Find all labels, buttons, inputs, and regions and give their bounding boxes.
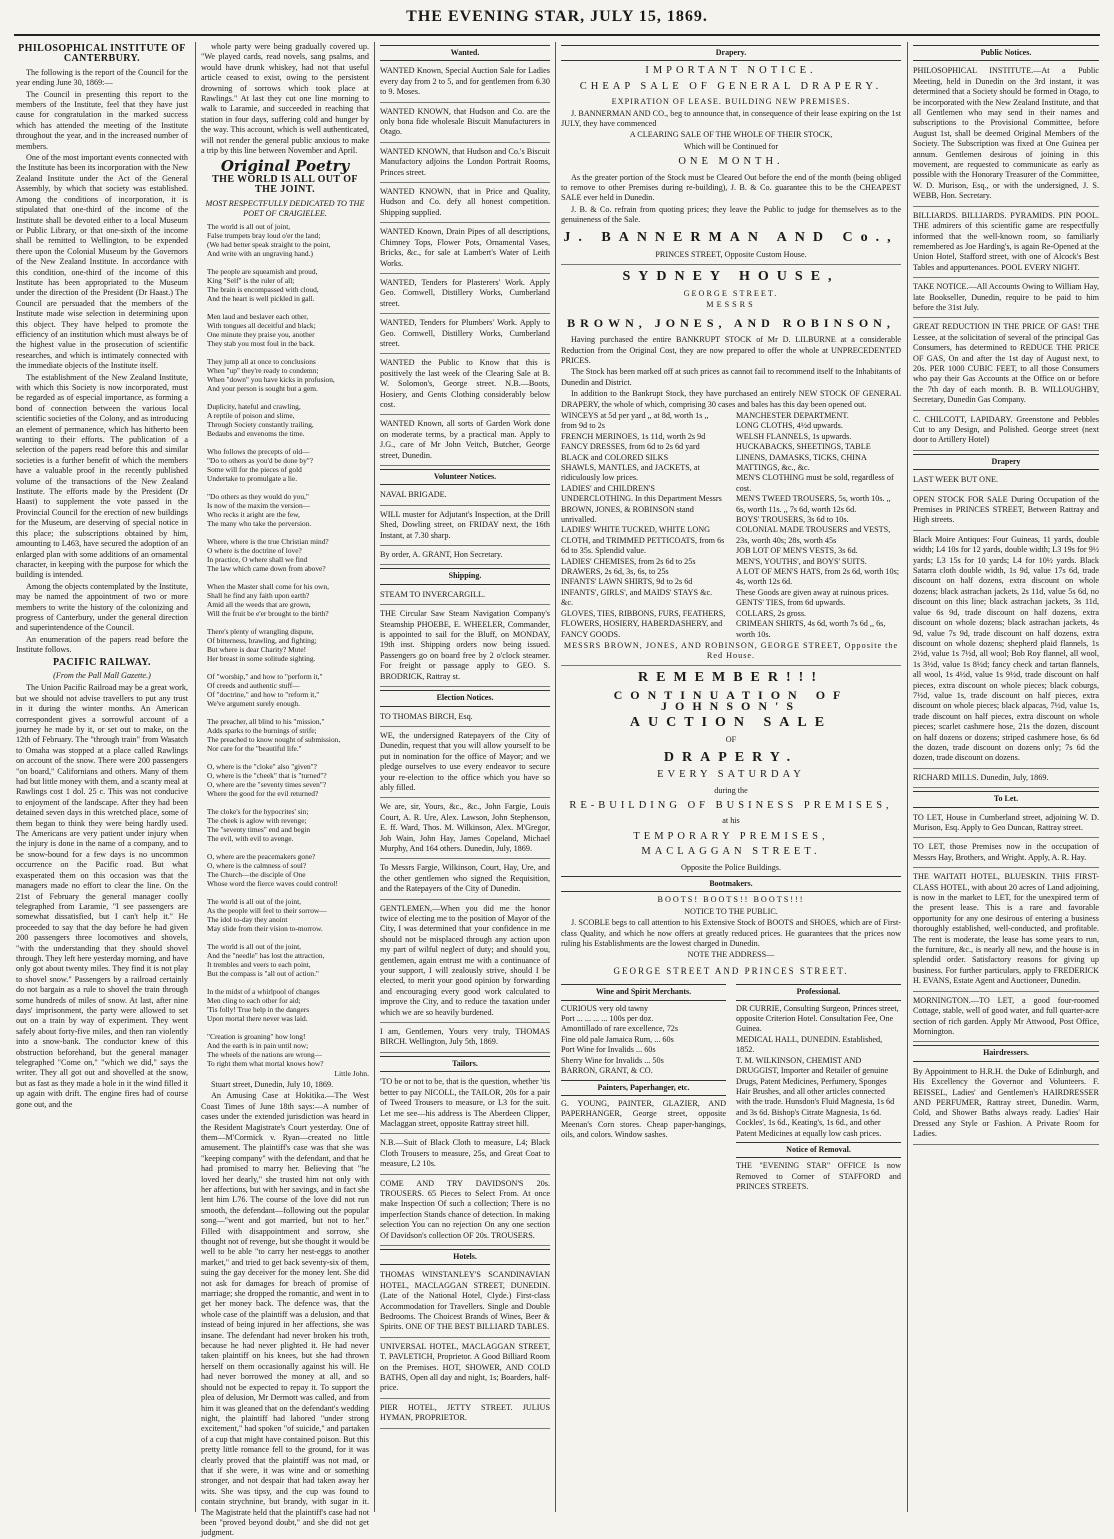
paragraph: The Council in presenting this report to the members of the Institute, feel that they have just cause for congratulation in the marked success which has attended the meeting of the Institute throughout the year, and in the increased number of members. — [16, 89, 188, 151]
advertisement — [380, 1136, 550, 1174]
column-2 — [201, 42, 369, 1538]
george-street: GEORGE STREET. — [683, 288, 779, 298]
ad-text: THOMAS WINSTANLEY'S SCANDINAVIAN HOTEL, MACLAGGAN STREET, DUNEDIN. (Late of the National Hotel, Clyde.) First-class Accommodation for Travellers. Single and Double Bedrooms. The Choicest Brands of Wines, Beer & Spirits. ONE OF THE BEST BILLIARD TABLES. — [380, 1270, 550, 1332]
subheading: (From the Pall Mall Gazette.) — [53, 670, 151, 680]
section-heading: Bootmakers. — [561, 876, 901, 892]
ad-text: LAST WEEK BUT ONE. — [913, 475, 999, 485]
during-line: during the — [714, 785, 748, 795]
bannerman-announcement: J. BANNERMAN AND CO., beg to announce that, in consequence of their lease expiring on the 1st JULY, they have commenced — [561, 108, 901, 129]
ad-text: I am, Gentlemen, Yours very truly, THOMAS BIRCH. Wellington, July 5th, 1869. — [380, 1027, 550, 1047]
advertisement — [380, 1268, 550, 1337]
advertisement — [380, 316, 550, 354]
advertisement — [913, 840, 1099, 868]
ad-text: GENTLEMEN,—When you did me the honor twice of electing me to the position of Mayor of the City, I was determined that your confidence in me should not be misplaced through any action upon my part of wilful neglect of duty; and should you, gentlemen, again entrust me with a continuance of your support, I will zealously strive, should I be elected, to merit your good opinion by forwarding and encouraging every good work calculated to improve the City, and to reduce the taxation under which we are so heavily burdened. — [380, 903, 550, 1017]
ad-text: WANTED KNOWN, that in Price and Quality, Hudson and Co. defy all honest competition. Shipping supplied. — [380, 187, 550, 217]
advertisement — [380, 356, 550, 415]
advertisement — [913, 771, 1099, 788]
advertisement — [913, 413, 1099, 451]
column-4-drapery — [561, 42, 901, 1512]
one-month: ONE MONTH. — [678, 156, 784, 168]
removal-text: THE "EVENING STAR" OFFICE Is now Removed to Corner of STAFFORD and PRINCES STREETS. — [736, 1161, 901, 1192]
lease-notice: EXPIRATION OF LEASE. BUILDING NEW PREMISES. — [611, 97, 851, 107]
column-1 — [16, 42, 188, 1512]
ad-text: TO LET, House in Cumberland street, adjoining W. D. Murison, Esq. Apply to Geo Duncan, Rattray street. — [913, 812, 1099, 832]
advertisement — [380, 548, 550, 565]
advertisement — [913, 280, 1099, 318]
advertisement — [380, 417, 550, 466]
sydney-house: SYDNEY HOUSE, — [622, 268, 840, 284]
advertisement — [380, 902, 550, 1023]
scoble-text: J. SCOBLE begs to call attention to his Extensive Stock of BOOTS and SHOES, which are of First-class Quality, and which he now offers at greatly reduced prices. He guarantees that the prices now ruling his Establishments are the lowest charged in Dunedin. — [561, 918, 901, 949]
section-heading: Drapery. — [561, 45, 901, 61]
bannerman-address: PRINCES STREET, Opposite Custom House. — [655, 250, 807, 260]
section-heading: Hotels. — [380, 1249, 550, 1265]
advertisement — [380, 800, 550, 859]
ad-text: PIER HOTEL, JETTY STREET. JULIUS HYMAN, PROPRIETOR. — [380, 1402, 550, 1423]
advertisement — [380, 607, 550, 687]
advertisement — [380, 588, 550, 605]
paragraph: An Amusing Case at Hokitika.—The West Coast Times of June 18th says:—A number of cases under the extended jurisdiction was heard in the Resident Magistrate's Court yesterday. One of them—M'Cormick v. Ryan—created no little amusement. The plaintiff's case was that she was "keeping company" with the defendant, and that he had promised to marry her. Believing that "he loved her dearly," she trusted him not only with her affections, but with her savings, and in fact she lent him L76. The course of the love did not run smooth, the defendant—following out the popular song—"went and got married, but not to her." Filled with disappointment and sorrow, she thought not of revenge, but she thought it would be well to be able "to carry her nest-eggs to another market," and tried to get back seventy-six of them, suing the gay deceiver for the money lent. She did not ask for damages for breach of promise of marriage; she dropped the romantic, and went in to get her money back. The defence was, that the whole case of the plaintiff was a delusion, and that instead of being injured in her affections, she was insane. The defendant had never broken his troth, because he had never plighted it. He had never taken plaintiff on his knees, but she had thrown herself on them occasionally against his will. He had never borrowed the money at all, and so should not be expected to repay it. To support the plea of delusion, Mr Dermott was called, and from him it was gleaned that on the defendant's wedding night, the plaintiff had labored "under strong excitement," had spoken "of suicide," and partaken of a cup that might have contained poison. But this pretty little romance fell to the ground, for it was clearly proved that the plaintiff was not mad, or that if she were, it was wine and or something stronger, and not despair that had taken away her wits. She was tipsy, and the cup was found to contain strychnine, but brandy, with sugar in it. The Magistrate held that the plaintiff's case had not been "proved beyond doubt," and she did not get judgment. — [201, 1091, 369, 1538]
bjr-right-list: MANCHESTER DEPARTMENT. LONG CLOTHS, 4½d upwards. WELSH FLANNELS, 1s upwards. HUCKABACKS, SHEETINGS, TABLE LINENS, DAMASKS, TICKS, CHINA MATTINGS, &c., &c. MEN'S CLOTHING must be sold, regardless of cost. MEN'S TWEED TROUSERS, 5s, worth 10s. ,, 6s, worth 11s. ,, 7s 6d, worth 12s 6d. BOYS' TROUSERS, 3s 6d to 10s. COLONIAL MADE TROUSERS and VESTS, 23s, worth 40s; 28s, worth 45s JOB LOT OF MEN'S VESTS, 3s 6d. MEN'S, YOUTHS', and BOYS' SUITS. A LOT OF MEN'S HATS, from 2s 6d, worth 10s; 4s, worth 12s 6d. These Goods are given away at ruinous prices. GENTS' TIES, from 6d upwards. COLLARS, 2s gross. CRIMEAN SHIRTS, 4s 6d, worth 7s 6d ,, 6s, worth 10s. — [736, 410, 900, 639]
advertisement — [380, 861, 550, 899]
ad-text: WANTED KNOWN, that Hudson and Co. are the only bona fide wholesale Biscuit Manufacturers in Otago. — [380, 106, 550, 137]
section-heading: Drapery — [913, 454, 1099, 470]
section-heading: To Let. — [913, 791, 1099, 807]
advertisement — [913, 994, 1099, 1043]
advertisement — [913, 473, 1099, 490]
section-heading: Tailors. — [380, 1056, 550, 1072]
ad-text: TO LET, those Premises now in the occupation of Messrs Hay, Brothers, and Wright. Apply, A. R. Hay. — [913, 842, 1099, 862]
opposite-police: Opposite the Police Buildings. — [680, 862, 782, 872]
continuation: CONTINUATION OF JOHNSON'S — [613, 688, 849, 713]
advertisement — [913, 870, 1099, 991]
ad-text: WE, the undersigned Ratepayers of the City of Dunedin, request that you will allow yourself to be put in nomination for the office of Mayor; and we pledge ourselves to use every endeavor to secure your re-election to the office which you have so ably filled. — [380, 730, 550, 792]
ad-text: GREAT REDUCTION IN THE PRICE OF GAS! THE Lessee, at the solicitation of several of the principal Gas Consumers, has determined to REDUCE THE PRICE OF GAS, On and after the 1st day of August next, to 20s. PER 1000 CUBIC FEET, to all those Consumers who pay their Gas Accounts at the Office on or before the 7th day of each month. B. B. WILLOUGHBY, Secretary, Dunedin Gas Company. — [913, 322, 1099, 405]
ad-text: N.B.—Suit of Black Cloth to measure, L4; Black Cloth Trousers to measure, 25s, and Great Coat to measure, L2 10s. — [380, 1138, 550, 1169]
bannerman-name: J. BANNERMAN AND Co., — [563, 229, 899, 245]
bannerman-refrain: J. B. & Co. refrain from quoting prices; they leave the Public to judge for themselves as to the genuineness of the Sale. — [561, 204, 901, 225]
ad-text: NAVAL BRIGADE. — [380, 490, 447, 500]
column-rule — [907, 42, 908, 1512]
bjr-footer: MESSRS BROWN, JONES, AND ROBINSON, GEORGE STREET, Opposite the Red House. — [563, 640, 899, 661]
advertisement — [380, 1401, 550, 1429]
ad-text: PHILOSOPHICAL INSTITUTE.—At a Public Meeting, held in Dunedin on the 3rd instant, it was determined that a Society should be formed in Otago, to be incorporated with the New Zealand Institute, and that all Gentlemen who may send in their names and subscriptions to the Provisional Committee, before August 1st, shall be deemed Original Members of the Society. The Subscription was fixed at One Guinea per annum. Gentlemen desirous of joining in this movement, are requested to communicate as early as possible with the Honorary Treasurer of the Committee, W. D. Murison, Esq., or with the undersigned, J. S. WEBB, Hon. Secretary. — [913, 66, 1099, 201]
column-5 — [913, 42, 1099, 1512]
ad-text: MORNINGTON.—TO LET, a good four-roomed Cottage, stable, well of good water, and full quarter-acre section of rich garden. Apply Mr Attwood, Post Office, Mornington. — [913, 995, 1099, 1036]
bottom-ads — [561, 981, 901, 1193]
column-rule — [555, 42, 556, 1512]
ad-text: By Appointment to H.R.H. the Duke of Edinburgh, and His Excellency the Governor and Volunteers. F. BEISSEL, Ladies' and Gentlemen's HAIRDRESSER AND PERFUMER, Rattray street, Dunedin. Warm, Cold, and Shower Baths always ready. Ladies' Hair Dressed any Style or Fashion. A Private Room for Ladies. — [913, 1066, 1099, 1139]
ad-text: Black Moire Antiques: Four Guineas, 11 yards, double width; L4 10s for 12 yards, double width; L3 19s for 9½ yards; L3 15s for 10 yards; L4 for 10½ yards. Black Satarra cloth double width, 1s 9d, value 17s 6d, trade discount on half dozens, extra discount on whole dozens; black astrachan jackets, 2s 11d, value 5s 6d, no discount on this line; black astrachan jackets, 3s 11d, value 6s 9d, trade discount on half dozens, extra discount on whole dozens; black astrachan jackets, 4s 9d, value 7s 9d, trade discount on half dozens, extra discount on whole dozens; shepherd plaid flannels, 1s 2½d, value 1s 7½d, all wool; Bob Roy flannel, all wool, 1s 3½d, value 1s 8½d; fancy check and tartan flannels, all wool, 1s 4½d, value 1s 9½d, trade discount on half pieces, extra discount on whole pieces; black coburgs, 7½d, value 1s, trade discount on half pieces, extra discount on whole pieces; black alpacas, 7½d, value 1s, trade discount on half pieces, extra discount on whole pieces; scarlet cashmere hose, 21s the dozen, discount on half dozens or dozens; striped cashmere hose, 6s 6d the dozen, trade discount on dozens only; 7s 6d the dozen, trade discount on dozens. — [913, 534, 1099, 763]
ad-text: WANTED Known, all sorts of Garden Work done on moderate terms, by a practical man. Apply to J.G., care of Mr John Veitch, Butcher, George street, Dunedin. — [380, 419, 550, 460]
paint-text: G. YOUNG, PAINTER, GLAZIER, AND PAPERHANGER, George street, opposite Meenan's Corn stores. Cheap paper-hangings, oils, and colors. Window sashes. — [561, 1098, 726, 1140]
clearing-sale: A CLEARING SALE OF THE WHOLE OF THEIR STOCK, — [629, 130, 833, 140]
article-heading: PACIFIC RAILWAY. — [53, 656, 151, 668]
advertisement — [380, 64, 550, 102]
paragraph: whole party were being gradually covered up. "We played cards, read novels, sang psalms, and would have drunk whiskey, had not that useful article ceased to exist, owing to the persistent drowning of sorrows which took place at Rawlings." At last they cut one line morning to walk to Laramie, and succeeded in reaching that station in four days, suffering cold and hunger by the way. This account, which is well authenticated, will not render the general public anxious to make a trip by this line between November and April. — [201, 42, 369, 156]
paragraph: Stuart street, Dunedin, July 10, 1869. — [211, 1079, 334, 1089]
of-word: OF — [725, 735, 737, 745]
signature: Little John. — [334, 1068, 369, 1078]
ad-text: By order, A. GRANT, Hon Secretary. — [380, 550, 503, 560]
column-rule — [195, 42, 196, 1512]
poem-text: The world is all out of joint, False trumpets bray loud o'er the land; (We had better speak straight to the point, And write with an ungraving hand.) The people are squeamish and proud, King "Self" is the ruler of all; The brain is encompassed with cloud, And the heart is well pickled in gall. Men laud and beslaver each other, With tongues all deceitful and black; One minute they praise you, another They stab you most foul in the back. They jump all at once to conclusions When "up" they're ready to condemn; When "down" you have kicks in profusion, And your person is sought but a gem. Duplicity, hateful and crawling, A reptile of poison and slime, Through Society constantly trailing, Bedaubs and envenoms the time. Who follows the precepts of old— "Do to others as you'd be done by"? Some will for the pieces of gold Undertake to promulgate a lie. "Do others as they would do you," Is now of the maxim the version— Who recks it aright are the few, The many who take the perversion. Where, where is the true Christian mind? O where is the doctrine of love? In practice, O where shall we find The law which came down from above? When the Master shall come for his own, Shall he find any faith upon earth? Amid all the weeds that are grown, Will the fruit be e'er brought to the birth? There's plenty of wrangling dispute, Of bitterness, brawling, and fighting; But where is dear Charity? Mute! Her breast in some solitude sighting. Of "worship," and how to "perform it," Of creeds and authentic stuff— Of "doctrine," and how to "reform it," We've argument surely enough. The preacher, all blind to his "mission," Adds sparks to the burnings of strife; The preached to know nought of submission, Nor care for the "beautiful life." O, where is the "cloke" also "given"? O, where is the "cheek" that is "turned"? O, where are the "seventy times seven"? Where the good for the evil returned? The cloke's for the hypocrites' sin; The cheek is aglow with revenge; The "seventy times" end and begin The evil, with evil to avenge. O, where are the peacemakers gone? O, where is the calmness of soul? The Church—the disciple of One Whose word the fierce waves could control! The world is all out of the joint, As the people will feel to their sorrow— The idol to-day they anoint May slide from their vision to-morrow. The world is all out of the joint, And the "needle" has lost the attraction, It trembles and veers to each point, But the compass is "all out of action." In the midst of a whirlpool of changes Men cling to each other for aid; 'Tis folly! True help in the dangers Upon mortal there never was laid. "Creation is groaning" how long! And the earth is in pain until now; The wheels of the nations are wrong— To right them what mortal knows how? — [207, 221, 341, 1068]
paragraph: One of the most important events connected with the Institute has been its incorporation with the New Zealand Institute under the Act of the General Assembly, by which that society was established. Among the conditions of incorporation, it is stipulated that one-third of the income of the Institute shall be devoted either to a local Museum or Public Library, or that one-sixth of the income shall be remitted to Wellington, to be expended there upon the Colonial Museum by the Governors of the New Zealand Institute. In accordance with this condition, one-third of the income of this Institute has been appropriated to the Museum under the direction of the President (Dr Haast.) The Council are persuaded that the members of the Institute made wise selection in determining upon this object. They have helped to promote the efficiency of an institution which must always be of the highest value in the prosecution of scientific researches, and which is intimately connected with the immediate objects of the Institute itself. — [16, 153, 188, 371]
bjr-text: Having purchased the entire BANKRUPT STOCK of Mr D. LILBURNE at a considerable Reduction from the Original Cost, they are now prepared to offer the whole at UNPRECEDENTED PRICES. — [561, 335, 901, 365]
ad-text: THE WAITATI HOTEL, BLUESKIN. THIS FIRST-CLASS HOTEL, with about 20 acres of Land adjoining, is now in the market to LET, for the unexpired term of the present lease. This is a rare and favorable opportunity for any one desirous of entering a business thoroughly established, well-conducted, and profitable. The rent is moderate, the lease has some years to run, the furniture, &c., is nearly all new, and the house is in splendid order. Satisfactory reasons for giving up business. For further particulars, apply to FREDERICK H. EVANS, Estate Agent and Auctioneer, Dunedin. — [913, 872, 1099, 986]
temporary-premises: TEMPORARY PREMISES, — [633, 830, 829, 842]
ad-text: THE Circular Saw Steam Navigation Company's Steamship PHOEBE, E. WHEELER, Commander, is appointed to sail for the Bluff, on MONDAY, 19th inst. Shipping orders now being issued. Passengers go on board free by 2 o'clock steamer. For freight or passage apply to GEO. S. BRODRICK, Rattray st. — [380, 609, 550, 681]
ad-text: 'TO be or not to be, that is the question, whether 'tis better to pay NICOLL, the TAILOR, 20s for a pair of Tweed Trousers to measure, or L3 for the suit. Let me see—his address is The Aberdeen Clipper, Maclaggan street, opposite Rattray street hill. — [380, 1077, 550, 1128]
professional-text: DR CURRIE, Consulting Surgeon, Princes street, opposite Criterion Hotel. Consultation Fee, One Guinea. MEDICAL HALL, DUNEDIN. Established, 1852. T. M. WILKINSON, CHEMIST AND DRUGGIST, Importer and Retailer of genuine Drugs, Patent Medicines, Perfumery, Sponges Hair Brushes, and all other articles connected with the trade. Hunsdon's Fluid Magnesia, 1s 6d and 3s 6d. Bishop's Citrate Magnesia, 1s 6d. Cockles', 1s 6d., Keating's, 1s 6d., and other Patent Medicines at equally low cash prices. — [736, 1003, 899, 1138]
drapery-word: DRAPERY. — [663, 749, 799, 765]
ad-text: OPEN STOCK FOR SALE During Occupation of the Premises in PRINCES STREET, Between Rattray and High streets. — [913, 494, 1099, 525]
advertisement — [380, 1340, 550, 1399]
section-heading: Public Notices. — [913, 45, 1099, 61]
section-heading: Wine and Spirit Merchants. — [561, 984, 726, 1000]
subheading: MOST RESPECTFULLY DEDICATED TO THE POET OF CRAIGIELEE. — [205, 198, 365, 219]
paragraph: The Union Pacific Railroad may be a great work, but we should not advise travellers to put any trust in it during the winter months. An American correspondent gives a sorrowful account of a journey he made by it, or set out to make, on the 12th of February. The "through train" from Wasatch to Omaha was stopped at a place called Rawlings on account of the snow. There were 200 passengers "on board," Californians and others. Many of them had but little money with them, and a scanty meal at Rawlings cost 1 dol. 25 c. This was not conducive to enjoyment of the landscape. After they had been detained seven days in this wretched place, some of them began to think they were being hardly used. The Americans are very patient under injury when the injury is done in the name of a company, and to be snow-bound for a few days is no uncommon occurrence on the Pacific road. But what exasperated them on this occasion was that the managers made no effort to clear the line. On the 21st of February the general manager coolly telegraphed from Laramie, "I see passengers are somewhat dissatisfied, but I can't help it." He proceeded to say that the day before he had given 200 passengers three locomotives and shovels, "with the understanding that they should shovel through. They left here yesterday morning, and have only got about twenty miles. They find it is not play to shovel snow." Passengers by a railroad certainly do not bargain as a rule to shovel the train through some hundreds of miles of snow. At last, after nine days' imprisonment, the party were allowed to set out on a train by way of experiment. They went safely about forty-five miles, and then ran violently into a snow-bank. The conductor knew of this obstruction beforehand, but the general manager telegraphed "Come on," "which we did," says the writer. They all got out and shovelled at the snow, but as fast as they made a hole in it the wind filled it up again with drift. The engine fires had of course gone out, and the — [16, 683, 188, 1109]
advertisement — [380, 710, 550, 727]
advertisement — [380, 508, 550, 546]
ad-text: WANTED Known, Special Auction Sale for Ladies every day from 2 to 5, and for gentlemen from 6.30 to 9. Moses. — [380, 66, 550, 97]
advertisement — [380, 1075, 550, 1134]
ad-text: STEAM TO INVERCARGILL. — [380, 589, 485, 599]
section-heading: Professional. — [736, 984, 901, 1000]
at-his: at his — [722, 816, 740, 826]
section-heading: Election Notices. — [380, 690, 550, 706]
ad-text: UNIVERSAL HOTEL, MACLAGGAN STREET, T. PAVLETICH, Proprietor. A Good Billiard Room on the Premises. HOT, SHOWER, AND COLD BATHS, Open all day and night, 1s; Boarders, half-price. — [380, 1341, 550, 1393]
ad-text: COME AND TRY DAVIDSON'S 20s. TROUSERS. 65 Pieces to Select From. At once make Inspection Of such a collection; There is no imperfection Stands chance of detection. In making selection You can no rejection On any one section Of Davidson's collection OF 20s. TROUSERS. — [380, 1178, 550, 1240]
advertisement — [380, 1177, 550, 1246]
masthead-title: THE EVENING STAR, JULY 15, 1869. — [406, 8, 708, 25]
ad-text: TO THOMAS BIRCH, Esq. — [380, 711, 473, 721]
paragraph: Among the objects contemplated by the Institute, may be named the appointment of two or more members to write the history of the colonizing and progress of Canterbury, under the general direction and superintendence of the Council. — [16, 581, 188, 633]
ad-text: WANTED Known, Drain Pipes of all descriptions, Chimney Tops, Flower Pots, Ornamental Vases, Bricks, &c., for sale at Lambert's Water of Leith Works. — [380, 227, 550, 268]
section-heading: Hairdressers. — [913, 1045, 1099, 1061]
messrs: MESSRS — [706, 300, 756, 310]
rebuilding: RE-BUILDING OF BUSINESS PREMISES, — [569, 799, 893, 811]
advertisement — [380, 488, 550, 505]
ad-text: WANTED the Public to Know that this is positively the last week of the Clearing Sale at B. W. Solomon's, George street. N.B.—Boots, Hosiery, and Gents Clothing considerably below cost. — [380, 358, 550, 409]
auction-sale: AUCTION SALE — [629, 714, 833, 730]
wine-text: CURIOUS very old tawny Port ... ... ... ... 100s per doz. Amontillado of rare excellence, 72s Fine old pale Jamaica Rum, ... 60s Port Wine for Invalids ... 60s Sherry Wine for Invalids ... 50s BARRON, GRANT, & CO. — [561, 1003, 679, 1076]
section-heading: Painters, Paperhanger, etc. — [561, 1080, 726, 1096]
cheap-sale-heading: CHEAP SALE OF GENERAL DRAPERY. — [579, 80, 883, 92]
paragraph: The following is the report of the Council for the year ending June 30, 1869:— — [16, 67, 188, 88]
section-heading: Volunteer Notices. — [380, 469, 550, 485]
advertisement — [380, 145, 550, 183]
section-heading: Shipping. — [380, 568, 550, 584]
advertisement — [913, 209, 1099, 278]
ad-text: RICHARD MILLS. Dunedin, July, 1869. — [913, 772, 1049, 782]
ad-text: TAKE NOTICE.—All Accounts Owing to William Hay, late Bookseller, Dunedin, require to be paid to him before the 31st July. — [913, 282, 1099, 312]
ad-text: C. CHILCOTT, LAPIDARY. Greenstone and Pebbles Cut to any Design, and Polished. George street (next door to Artillery Hotel) — [913, 414, 1099, 445]
continued-line: Which will be Continued for — [683, 141, 779, 151]
bjr-text-3: In addition to the Bankrupt Stock, they have purchased an entirely NEW STOCK OF GENERAL DRAPERY, the whole of which, comprising 30 cases and bales has this day been opened out. — [561, 389, 901, 409]
bjr-left-list: WINCEYS at 5d per yard ,, at 8d, worth 1s ,, from 9d to 2s FRENCH MERINOES, 1s 11d, worth 2s 9d FANCY DRESSES, from 6d to 2s 6d yard BLACK and COLORED SILKS SHAWLS, MANTLES, and JACKETS, at ridiculously low prices. LADIES' and CHILDREN'S UNDERCLOTHING. In this Department Messrs BROWN, JONES, & ROBINSON stand unrivalled. LADIES' WHITE TUCKED, WHITE LONG CLOTH, and TRIMMED PETTICOATS, from 6s 6d to 35s. Splendid value. LADIES' CHEMISES, from 2s 6d to 25s DRAWERS, 2s 6d, 3s, 6s, to 25s INFANTS' LAWN SHIRTS, 9d to 2s 6d INFANTS', GIRLS', and MAIDS' STAYS &c. &c. GLOVES, TIES, RIBBONS, FURS, FEATHERS, FLOWERS, HOSIERY, HABERDASHERY, and FANCY GOODS. — [561, 410, 726, 639]
advertisement — [913, 1065, 1099, 1145]
bjr-price-lists — [561, 411, 901, 641]
paragraph: An enumeration of the papers read before the Institute follows. — [16, 634, 188, 655]
ad-text: To Messrs Fargie, Wilkinson, Court, Hay, Ure, and the other gentlemen who signed the Requisition, and the Ratepayers of the City of Dunedin. — [380, 863, 550, 894]
masthead-rule — [14, 34, 1100, 36]
advertisement — [380, 185, 550, 223]
advertisement — [380, 729, 550, 798]
advertisement — [913, 533, 1099, 769]
advertisement — [380, 276, 550, 314]
advertisement — [913, 320, 1099, 410]
section-heading: Notice of Removal. — [736, 1142, 901, 1158]
article-heading: PHILOSOPHICAL INSTITUTE OF CANTERBURY. — [18, 43, 186, 65]
column-3 — [380, 42, 550, 1512]
ad-text: WANTED, Tenders for Plasterers' Work. Apply Geo. Cornwell, Distillery Works, Cumberland street. — [380, 277, 550, 308]
ad-text: WANTED, Tenders for Plumbers' Work. Apply to Geo. Cornwell, Distillery Works, Cumberland street. — [380, 318, 550, 348]
bjr-text-2: The Stock has been marked off at such prices as cannot fail to recommend itself to the Inhabitants of Dunedin and District. — [561, 367, 901, 387]
bjr-name: BROWN, JONES, AND ROBINSON, — [567, 315, 895, 330]
notice-to-public: NOTICE TO THE PUBLIC. — [684, 906, 778, 916]
boots-heading: BOOTS! BOOTS!! BOOTS!!! — [657, 895, 805, 905]
section-banner: Original Poetry — [220, 157, 350, 176]
article-heading: THE WORLD IS ALL OUT OF THE JOINT. — [212, 173, 358, 196]
every-saturday: EVERY SATURDAY — [657, 769, 805, 781]
note-address: NOTE THE ADDRESS— — [687, 950, 775, 960]
section-heading: Wanted. — [380, 45, 550, 61]
remember: REMEMBER!!! — [638, 669, 824, 685]
maclaggan-street: MACLAGGAN STREET. — [641, 846, 821, 858]
advertisement — [913, 493, 1099, 531]
george-princes: GEORGE STREET AND PRINCES STREET. — [613, 965, 849, 976]
advertisement — [380, 225, 550, 274]
advertisement — [380, 1025, 550, 1053]
paragraph: The establishment of the New Zealand Institute, with which this Society is now incorporated, must be regarded as of especial importance, as forming a bond of connection between the various local scientific societies of the Colony, and as introducing an element of permanence, which has hitherto been wanting to their efforts. The publication of a selection of the papers read before this and similar societies is a further benefit of which the members have a valuable proof in the recently published volume of the transactions of the New Zealand Institute. The efforts made by the President (Dr Haast) to supplement the vote passed in the Provincial Council for the erection of new buildings for the Museum, are deserving of special notice in this place; the subscriptions obtained by him, amounting to L463, have secured the adoption of an enlarged plan with some additions of an ornamental character, in keeping with the purpose for which the building is intended. — [16, 372, 188, 580]
ad-text: BILLIARDS. BILLIARDS. PYRAMIDS. PIN POOL. THE admirers of this scientific game are respectfully informed that the well-known room, so familiarly remembered as Joe Harding's, is again Re-Opened at the Union Hotel, Stafford street, with one of Alcock's Best Tables and appurtenances. POOL EVERY NIGHT. — [913, 210, 1099, 272]
advertisement — [913, 811, 1099, 839]
ad-text: WILL muster for Adjutant's Inspection, at the Drill Shed, Dowling street, on FRIDAY next, the 16th Instant, at 7.30 sharp. — [380, 509, 550, 540]
bannerman-greater: As the greater portion of the Stock must be Cleared Out before the end of the month (being obliged to remove to other Premises during re-building), J. B. & Co. guarantee this to be the CHEAPEST SALE ever held in Dunedin. — [561, 172, 901, 203]
advertisement — [913, 64, 1099, 206]
ad-text: We are, sir, Yours, &c., &c., John Fargie, Louis Court, A. R. Ure, Alex. Lawson, John Stephenson, E. ff. Ward, Thos. M. Wilkinson, Alex. M'Gregor, Job Wain, John Hay, James Copeland, Michael Murphy, And 164 others. Dunedin, July, 1869. — [380, 802, 550, 853]
column-rule — [374, 42, 375, 1512]
ad-text: WANTED KNOWN, that Hudson and Co.'s Biscuit Manufactory adjoins the London Portrait Rooms, Princes street. — [380, 146, 550, 177]
advertisement — [380, 105, 550, 143]
important-notice: IMPORTANT NOTICE. — [645, 65, 817, 77]
